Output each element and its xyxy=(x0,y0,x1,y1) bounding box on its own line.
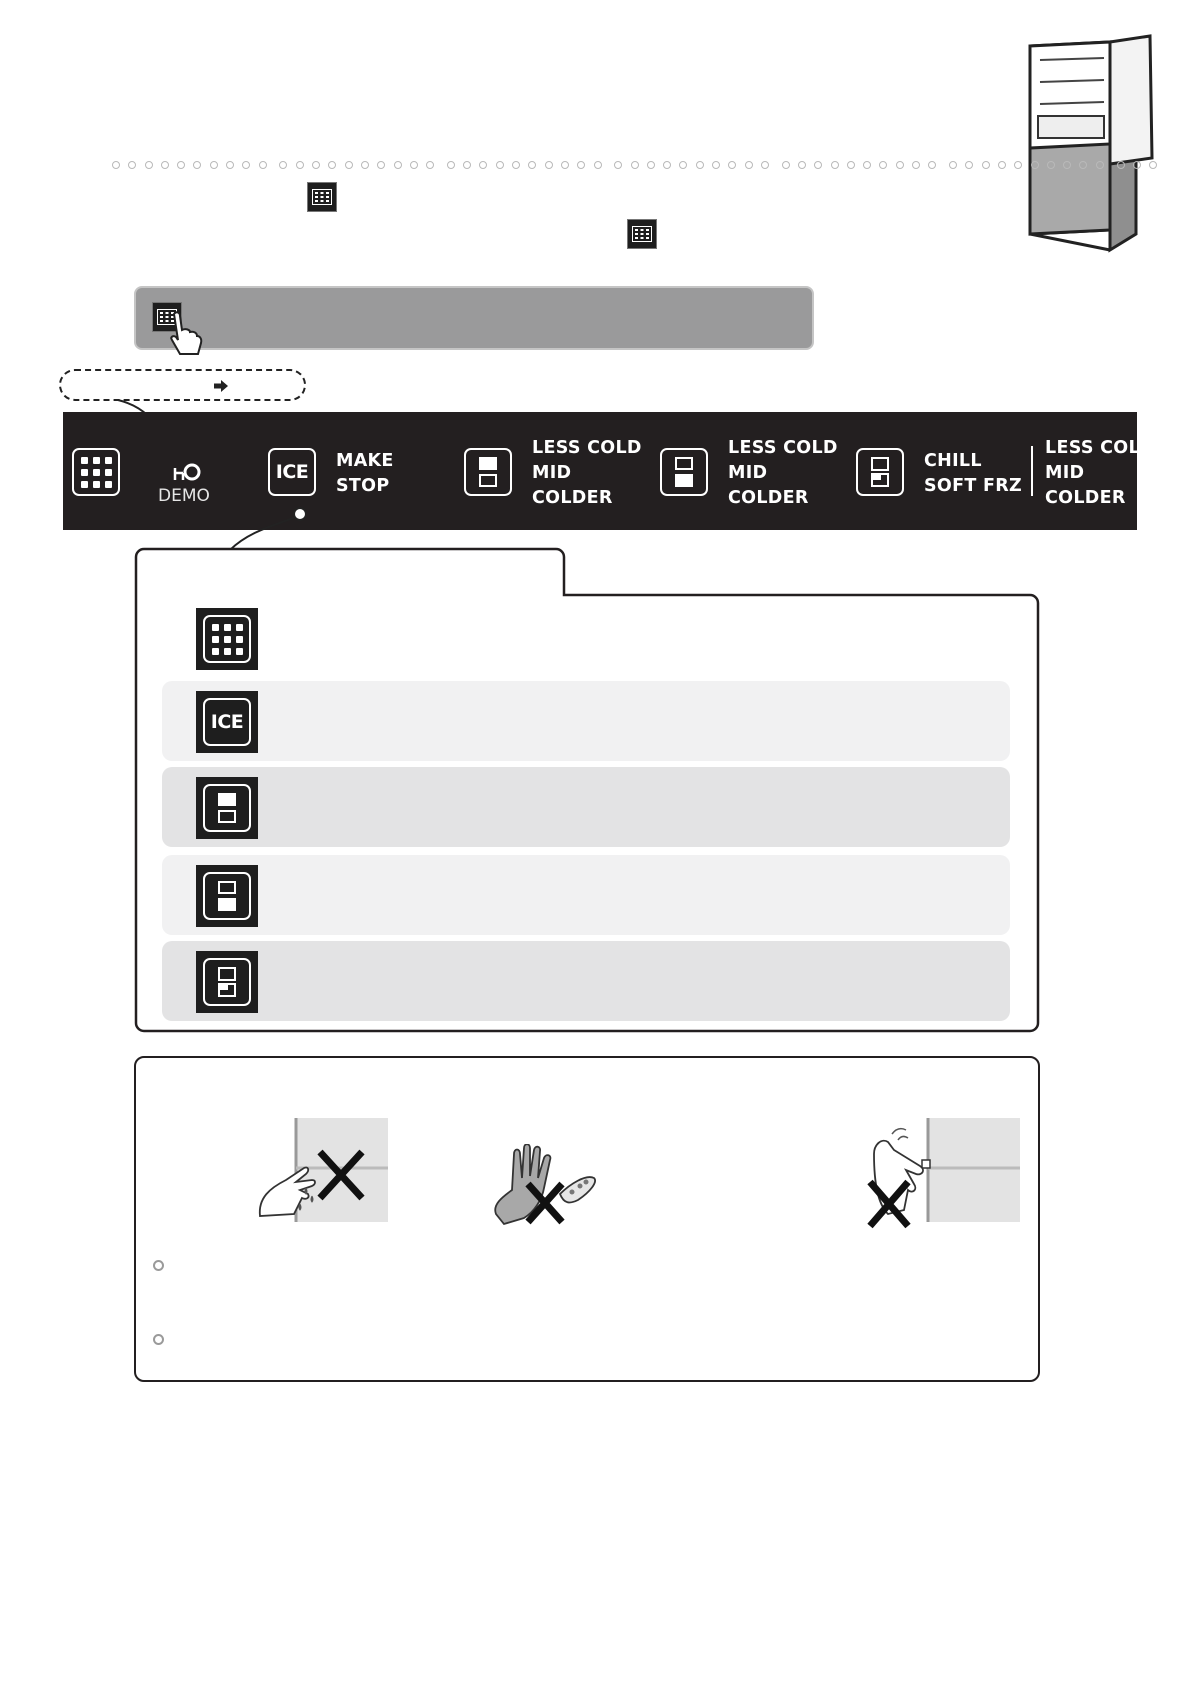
demo-label: DEMO xyxy=(158,486,210,506)
table-row xyxy=(162,767,1010,847)
bullet-icon xyxy=(153,1260,164,1271)
fridge-compartment-icon xyxy=(196,777,258,839)
dotted-separator xyxy=(112,156,1162,170)
fridge-options: LESS COLD MID COLDER xyxy=(532,438,642,508)
table-row xyxy=(162,855,1010,935)
demo-indicator-icon xyxy=(173,460,203,484)
ice-options: MAKE STOP xyxy=(336,451,394,496)
arrow-right-icon xyxy=(214,380,228,392)
keypad-icon xyxy=(307,182,337,212)
keypad-icon xyxy=(81,457,112,488)
freezer-compartment-icon xyxy=(675,457,693,487)
special-compartment-icon xyxy=(196,951,258,1013)
fridge-button[interactable] xyxy=(464,448,512,496)
refrigerator-illustration xyxy=(1024,34,1154,254)
special-options: CHILL SOFT FRZ xyxy=(924,451,1022,496)
table-row xyxy=(162,681,1010,761)
panel-divider xyxy=(1031,446,1033,496)
wet-hand-prohibited-icon xyxy=(256,1118,396,1228)
special-temp-options: LESS COLD MID COLDER xyxy=(1045,438,1155,508)
keypad-icon xyxy=(627,219,657,249)
ice-icon: ICE xyxy=(275,461,309,483)
instruction-bar xyxy=(134,286,814,350)
lock-button[interactable] xyxy=(72,448,120,496)
glove-prohibited-icon xyxy=(490,1144,600,1229)
finger-press-icon xyxy=(166,310,206,356)
freezer-button[interactable] xyxy=(660,448,708,496)
special-compartment-icon xyxy=(871,457,889,487)
freezer-options: LESS COLD MID COLDER xyxy=(728,438,838,508)
demo-callout xyxy=(59,369,306,401)
ice-icon: ICE xyxy=(196,691,258,753)
table-row xyxy=(162,941,1010,1021)
bullet-icon xyxy=(153,1334,164,1345)
fingernail-prohibited-icon xyxy=(864,1114,1024,1230)
special-button[interactable] xyxy=(856,448,904,496)
keypad-icon xyxy=(196,608,258,670)
ice-button[interactable] xyxy=(268,448,316,496)
fridge-compartment-icon xyxy=(479,457,497,487)
ice-leader-line xyxy=(220,506,310,552)
freezer-compartment-icon xyxy=(196,865,258,927)
